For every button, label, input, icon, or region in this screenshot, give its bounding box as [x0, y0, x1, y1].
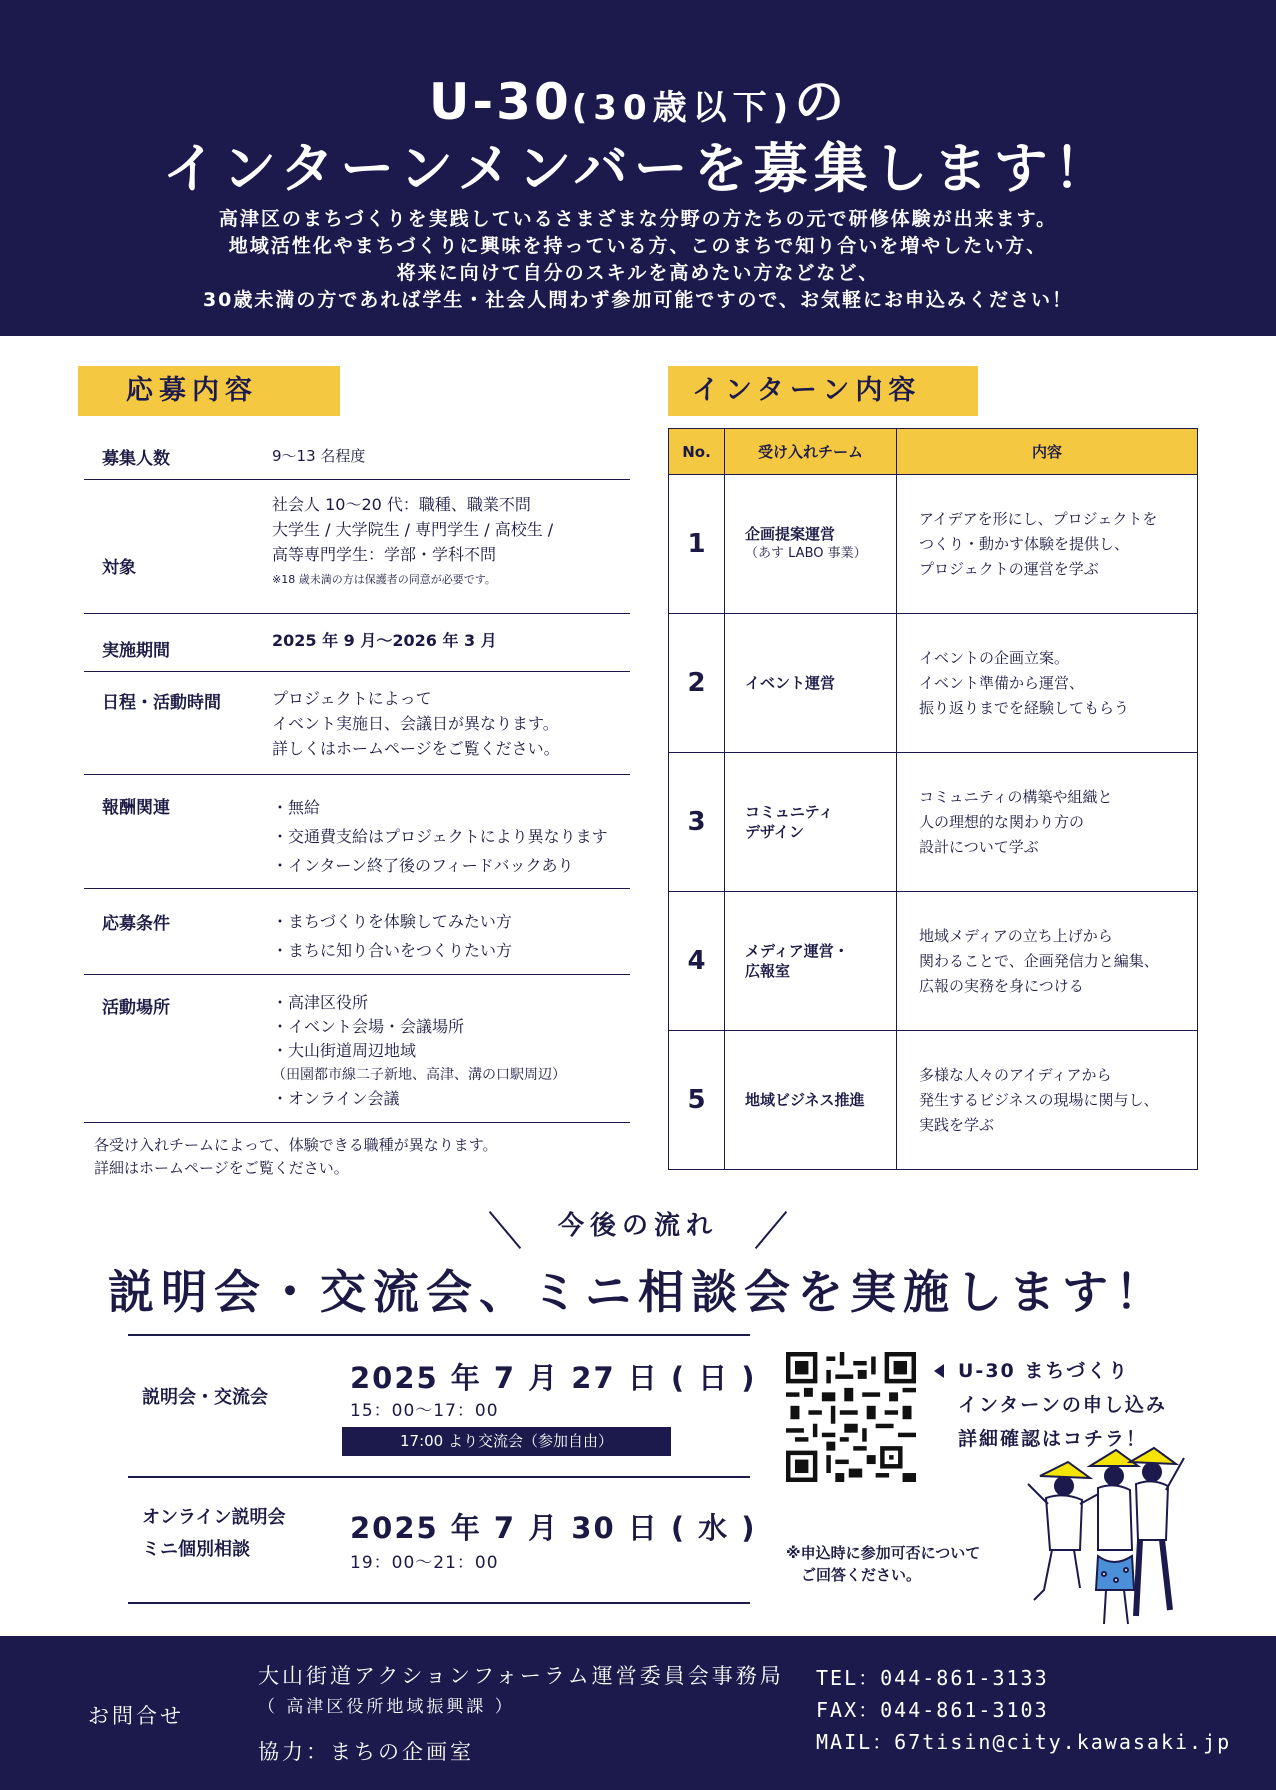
apply-row — [84, 975, 630, 1123]
divider — [128, 1476, 750, 1478]
intern-row-content — [897, 475, 1198, 614]
intro-line: 将来に向けて自分のスキルを高めたい方などなど、 — [396, 262, 880, 284]
flow-title: 説明会・交流会、ミニ相談会を実施します！ — [108, 1265, 1168, 1319]
intern-row-content — [897, 614, 1198, 753]
apply-row — [84, 672, 630, 775]
dancers-illustration-icon — [1020, 1440, 1190, 1632]
team-name: 企画提案運営 — [745, 525, 836, 543]
apply-row-key: 対象 — [102, 558, 136, 578]
apply-row-key: 応募条件 — [102, 914, 170, 934]
content-line: 発生するビジネスの現場に関与し、 — [919, 1090, 1159, 1109]
apply-value-line: ・高津区役所 — [272, 993, 369, 1012]
qr-caption-line: インターンの申し込み — [958, 1394, 1167, 1416]
event-time: 19：00～21：00 — [350, 1553, 499, 1573]
pointer-arrow-icon — [934, 1364, 944, 1378]
apply-row-key: 実施期間 — [102, 641, 170, 661]
apply-row-value: 2025 年 9 月～2026 年 3 月 — [272, 631, 497, 650]
intern-row-team — [725, 475, 897, 614]
apply-footnote-line: 詳細はホームページをご覧ください。 — [94, 1159, 349, 1177]
qr-caption-line: U-30 まちづくり — [958, 1360, 1130, 1382]
event-time: 15：00～17：00 — [350, 1401, 499, 1421]
content-line: 振り返りまでを経験してもらう — [919, 698, 1130, 717]
intern-row-team — [725, 1031, 897, 1170]
team-name: イベント運営 — [745, 674, 836, 692]
apply-value-line: ・まちに知り合いをつくりたい方 — [272, 941, 513, 960]
content-line: 広報の実務を身につける — [919, 976, 1084, 995]
event-name: 説明会・交流会 — [142, 1387, 268, 1408]
team-name: コミュニティ — [745, 803, 834, 821]
apply-value-line: ・まちづくりを体験してみたい方 — [272, 912, 512, 931]
apply-section-label: 応募内容 — [78, 366, 340, 416]
content-line: 人の理想的な関わり方の — [919, 812, 1085, 831]
divider — [128, 1334, 750, 1336]
reply-note — [786, 1542, 980, 1586]
title-sub: (30歳以下) — [571, 88, 795, 128]
intro-text — [0, 206, 1276, 314]
cooperation: 協力：まちの企画室 — [258, 1740, 474, 1764]
event-date: 2025 年 7 月 27 日 ( 日 ) — [350, 1361, 757, 1395]
event-name — [142, 1502, 285, 1566]
event-tag: 17:00 より交流会（参加自由） — [342, 1427, 671, 1456]
intern-row-no: 1 — [669, 475, 725, 614]
intern-row-no: 4 — [669, 892, 725, 1031]
contact-numbers — [816, 1662, 1231, 1758]
intern-row — [669, 892, 1198, 1031]
content-line: 多様な人々のアイディアから — [919, 1065, 1112, 1084]
org-name: 大山街道アクションフォーラム運営委員会事務局 — [258, 1664, 784, 1688]
apply-row — [84, 775, 630, 889]
intern-table-header — [669, 429, 1198, 475]
apply-row-value — [272, 686, 560, 761]
apply-row — [84, 480, 630, 614]
intern-row-team — [725, 892, 897, 1031]
intern-row — [669, 614, 1198, 753]
title-u30: U-30 — [428, 73, 572, 131]
title-line-1 — [0, 62, 1276, 134]
content-line: つくり・動かす体験を提供し、 — [919, 534, 1130, 553]
team-name-line2: 広報室 — [745, 962, 791, 980]
intern-row-no: 5 — [669, 1031, 725, 1170]
content-line: 地域メディアの立ち上げから — [919, 926, 1113, 945]
tel-number[interactable]: TEL：044-861-3133 — [816, 1666, 1049, 1690]
intern-row-team — [725, 614, 897, 753]
apply-row-value — [272, 492, 553, 592]
event-name-line: オンライン説明会 — [142, 1507, 286, 1528]
reply-note-line: ※申込時に参加可否について — [786, 1544, 981, 1562]
header-no: No. — [669, 429, 725, 475]
apply-value-line: 大学生 / 大学院生 / 専門学生 / 高校生 / — [272, 520, 554, 539]
intern-row-no: 2 — [669, 614, 725, 753]
intro-line: 高津区のまちづくりを実践しているさまざまな分野の方たちの元で研修体験が出来ます。 — [218, 208, 1058, 230]
apply-row-key: 報酬関連 — [102, 798, 170, 818]
reply-note-line: ご回答ください。 — [786, 1566, 922, 1584]
divider — [128, 1602, 750, 1604]
team-name: 地域ビジネス推進 — [745, 1091, 865, 1109]
header-banner — [0, 0, 1276, 336]
apply-value-line: ・無給 — [272, 798, 321, 817]
intern-section-label: インターン内容 — [668, 366, 978, 416]
header-team: 受け入れチーム — [725, 429, 897, 475]
team-name-line2: デザイン — [745, 823, 804, 841]
apply-row-value: 9～13 名程度 — [272, 447, 366, 465]
apply-row — [84, 430, 630, 480]
apply-row-value — [272, 793, 608, 880]
content-line: 関わることで、企画発信力と編集、 — [919, 951, 1159, 970]
flow-label: 今後の流れ — [557, 1211, 718, 1241]
content-line: 設計について学ぶ — [919, 837, 1039, 856]
apply-row — [84, 889, 630, 975]
org-sub: （ 高津区役所地域振興課 ） — [258, 1697, 515, 1717]
apply-row-key: 活動場所 — [102, 998, 170, 1018]
content-line: イベントの企画立案。 — [919, 648, 1070, 667]
apply-value-line: ・イベント会場・会議場所 — [272, 1017, 465, 1036]
content-line: イベント準備から運営、 — [919, 673, 1085, 692]
apply-row-key: 日程・活動時間 — [102, 693, 221, 713]
email-address[interactable]: MAIL：67tisin@city.kawasaki.jp — [816, 1730, 1232, 1754]
contact-label: お問合せ — [88, 1704, 184, 1728]
apply-value-line: プロジェクトによって — [272, 689, 432, 708]
apply-footnote-line: 各受け入れチームによって、体験できる職種が異なります。 — [94, 1136, 498, 1154]
apply-value-note: ※18 歳未満の方は保護者の同意が必要です。 — [272, 573, 496, 586]
apply-row-value — [272, 991, 566, 1111]
apply-value-line: ・大山街道周辺地域 — [272, 1041, 417, 1060]
intern-row-content — [897, 1031, 1198, 1170]
title-line-2: インターンメンバーを募集します！ — [162, 137, 1114, 200]
apply-value-line: 高等専門学生：学部・学科不問 — [272, 545, 497, 564]
apply-value-line: （田園都市線二子新地、高津、溝の口駅周辺） — [272, 1067, 566, 1083]
content-line: コミュニティの構築や組織と — [919, 787, 1113, 806]
intro-line: 30歳未満の方であれば学生・社会人問わず参加可能ですので、お気軽にお申込みください！ — [202, 289, 1074, 311]
content-line: 実践を学ぶ — [919, 1115, 995, 1134]
apply-value-line: 社会人 10～20 代：職種、職業不問 — [272, 495, 531, 514]
content-line: アイデアを形にし、プロジェクトを — [919, 509, 1158, 528]
intern-row-no: 3 — [669, 753, 725, 892]
qr-caption-line: 詳細確認はコチラ！ — [958, 1428, 1148, 1450]
apply-value-line: ・インターン終了後のフィードバックあり — [272, 856, 574, 875]
event-date: 2025 年 7 月 30 日 ( 水 ) — [350, 1511, 757, 1545]
intern-row-content — [897, 753, 1198, 892]
intern-row-content — [897, 892, 1198, 1031]
intern-row-team — [725, 753, 897, 892]
intern-row — [669, 1031, 1198, 1170]
apply-value-line: ・交通費支給はプロジェクトにより異なります — [272, 827, 608, 846]
apply-row-key: 募集人数 — [102, 449, 170, 469]
apply-value-line: イベント実施日、会議日が異なります。 — [272, 714, 559, 733]
team-name: メディア運営・ — [745, 942, 849, 960]
apply-details-table — [84, 430, 630, 1123]
apply-row — [84, 614, 630, 672]
qr-code-icon[interactable] — [786, 1352, 916, 1482]
title-particle: の — [794, 73, 848, 131]
event-name-line: ミニ個別相談 — [142, 1539, 250, 1560]
header-content: 内容 — [897, 429, 1198, 475]
intern-row — [669, 753, 1198, 892]
intern-table — [668, 428, 1198, 1170]
apply-value-line: 詳しくはホームページをご覧ください。 — [272, 739, 560, 758]
footer-contact — [0, 1636, 1276, 1790]
apply-value-line: ・オンライン会議 — [272, 1089, 400, 1108]
fax-number: FAX：044-861-3103 — [816, 1698, 1049, 1722]
intro-line: 地域活性化やまちづくりに興味を持っている方、このまちで知り合いを増やしたい方、 — [228, 235, 1048, 257]
team-sub: （あす LABO 事業） — [745, 546, 867, 561]
intern-row — [669, 475, 1198, 614]
content-line: プロジェクトの運営を学ぶ — [919, 559, 1099, 578]
apply-row-value — [272, 907, 512, 965]
apply-footnote — [94, 1134, 498, 1180]
